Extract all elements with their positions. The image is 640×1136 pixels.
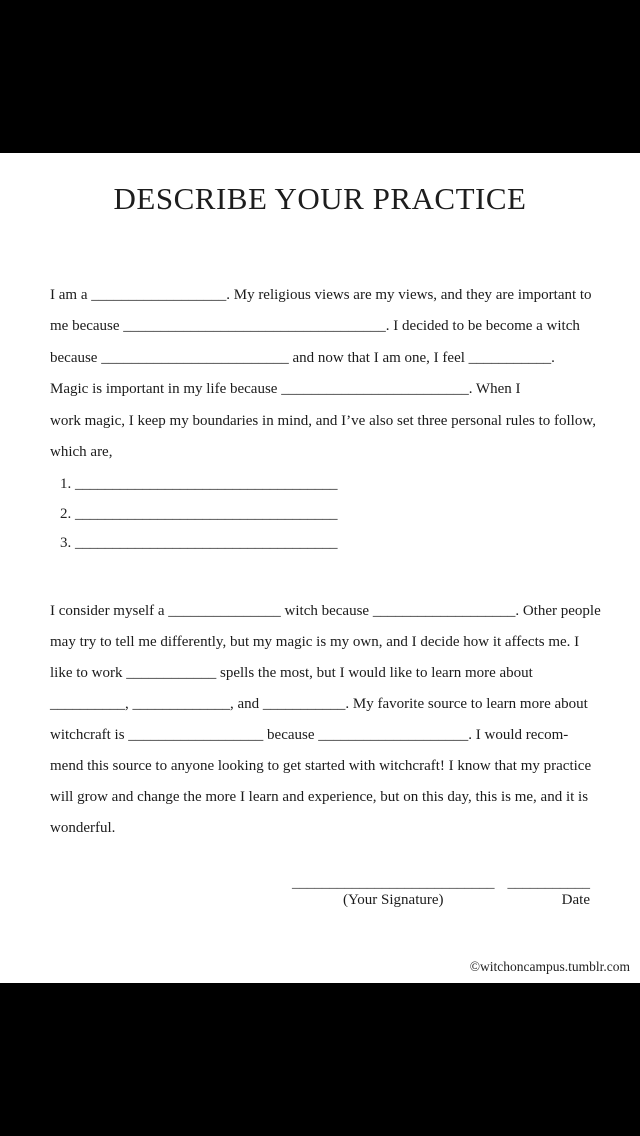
text-line: because _________________________ and now that I am one, I feel ___________.: [50, 349, 555, 366]
document-page: [0, 153, 640, 983]
signature-field: [292, 875, 495, 909]
date-label: Date: [561, 892, 590, 908]
date-blank-line: ___________: [507, 875, 590, 891]
text-line: Magic is important in my life because _________________________. When I: [50, 381, 521, 398]
text-line: witchcraft is __________________ because ____________________. I would recom-: [50, 727, 569, 743]
text-line: like to work ____________ spells the most, but I would like to learn more about: [50, 665, 533, 681]
signature-label: (Your Signature): [342, 892, 444, 908]
text-line: me because ___________________________________. I decided to be become a witch: [50, 318, 580, 335]
text-line: wonderful.: [50, 820, 116, 836]
text-line: 1. ___________________________________: [60, 476, 338, 492]
text-line: work magic, I keep my boundaries in mind, and I’ve also set three personal rules to follow,: [50, 412, 596, 429]
text-line: mend this source to anyone looking to get started with witchcraft! I know that my practice: [50, 758, 592, 774]
text-line: which are,: [50, 444, 113, 461]
credit-watermark: ©witchoncampus.tumblr.com: [469, 959, 630, 974]
letterbox-top: [0, 0, 640, 153]
signature-block: [0, 875, 590, 909]
text-line: may try to tell me differently, but my magic is my own, and I decide how it affects me. I: [50, 634, 580, 650]
signature-blank-line: ___________________________: [292, 875, 495, 891]
text-line: 2. ___________________________________: [60, 505, 338, 522]
date-field: [508, 875, 591, 909]
text-line: __________, _____________, and ___________. My favorite source to learn more about: [50, 696, 588, 712]
personal-rules-list: [60, 470, 338, 559]
letterbox-bottom: [0, 983, 640, 1136]
text-line: I am a __________________. My religious views are my views, and they are important to: [50, 287, 592, 303]
paragraph-intro: [50, 280, 610, 468]
text-line: I consider myself a _______________ witch because ___________________. Other people: [50, 603, 601, 619]
text-line: 3. ___________________________________: [60, 535, 338, 552]
page-title: DESCRIBE YOUR PRACTICE: [113, 181, 527, 216]
text-line: will grow and change the more I learn and experience, but on this day, this is me, and it is: [50, 789, 589, 805]
paragraph-practice: [50, 596, 610, 844]
